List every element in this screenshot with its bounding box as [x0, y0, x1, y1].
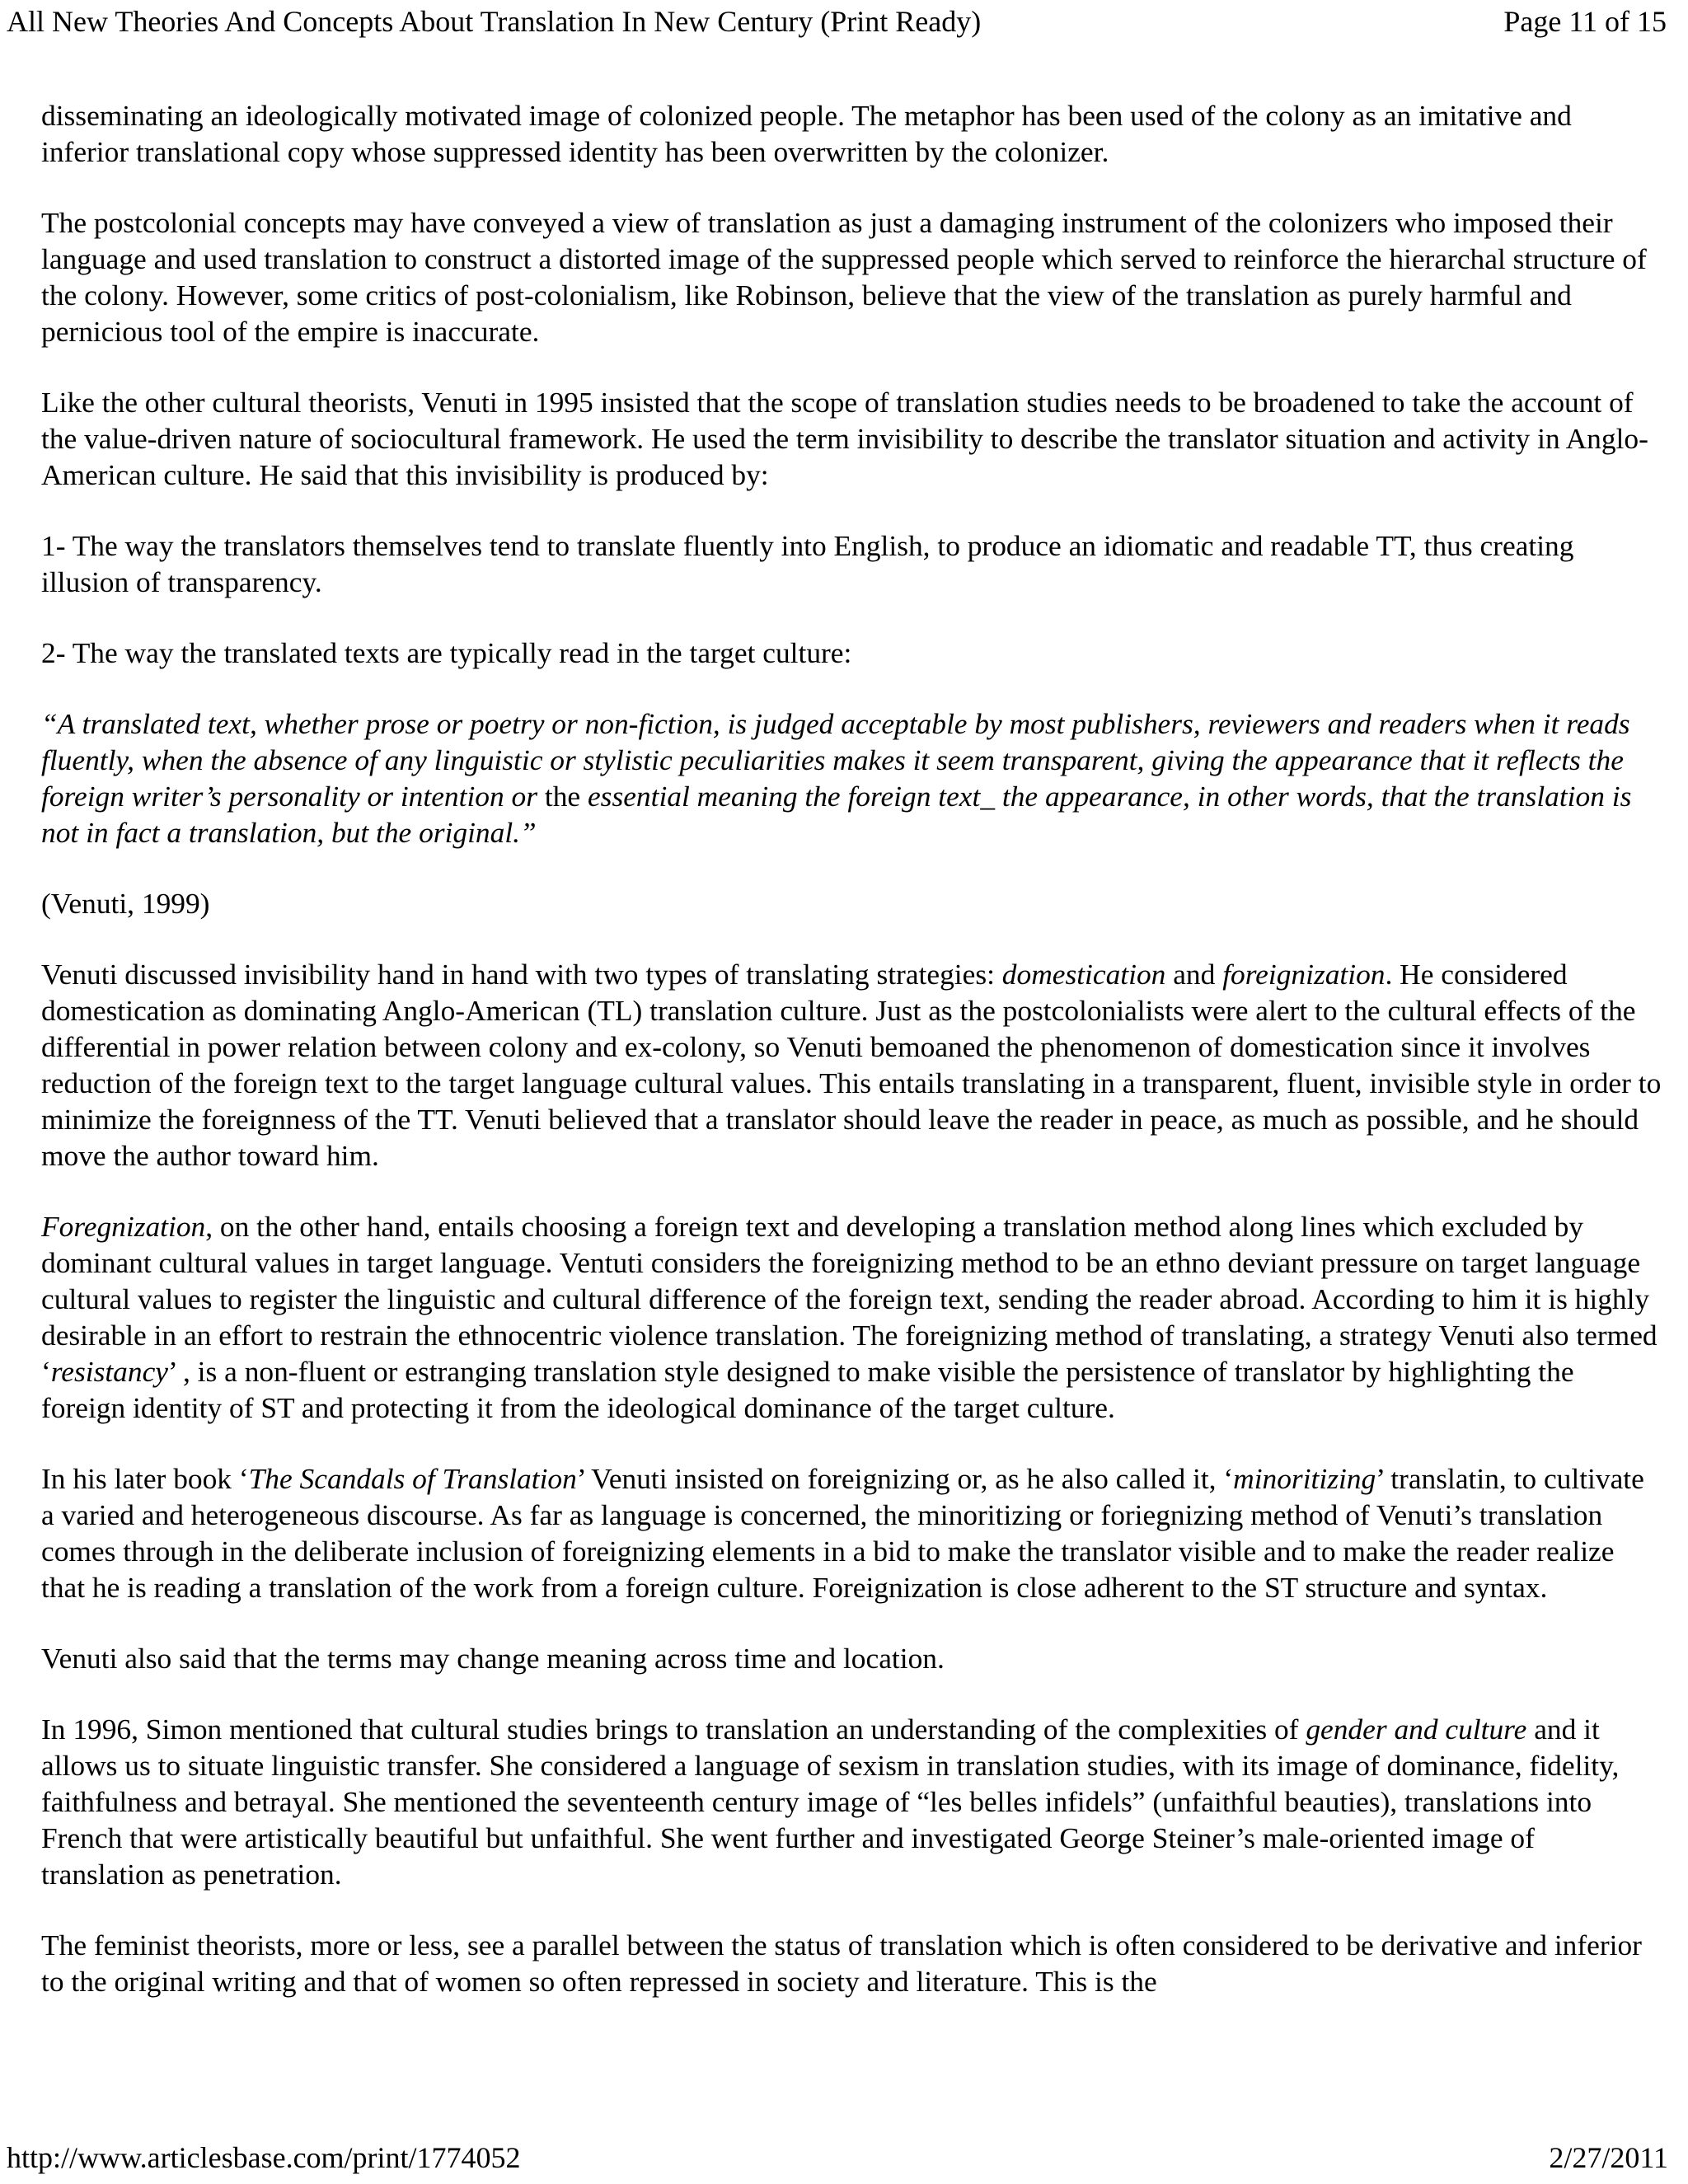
- term-resistancy: resistancy: [50, 1355, 168, 1388]
- term-gender-culture: gender and culture: [1306, 1713, 1527, 1746]
- term-foregnization: Foregnization: [41, 1210, 206, 1243]
- text-run: ’ Venuti insisted on foreignizing or, as he also called it, ‘: [576, 1462, 1234, 1495]
- footer-date: 2/27/2011: [1549, 2141, 1668, 2174]
- paragraph-colonized-image: disseminating an ideologically motivated image of colonized people. The metaphor has been used of the colony as an imitative and inferior translational copy whose suppressed identity has been overwritten by the colonizer.: [41, 99, 1572, 168]
- paragraph-point-2: 2- The way the translated texts are typically read in the target culture:: [41, 636, 852, 669]
- paragraph-terms-meaning: Venuti also said that the terms may change meaning across time and location.: [41, 1642, 945, 1675]
- quote-part-a: “A translated text, whether prose or poetry or non-fiction, is judged acceptable by most publishers, reviewers and readers when it reads fluently, when the absence of any linguistic or stylistic peculiarities makes it seem transparent, giving the appearance that it reflects the foreign writer’s personality or intention or: [41, 707, 1630, 813]
- quote-the: the: [544, 780, 581, 813]
- term-minoritizing: minoritizing: [1233, 1462, 1376, 1495]
- text-run: Venuti discussed invisibility hand in hand with two types of translating strategies:: [41, 958, 995, 991]
- article-body: [41, 97, 1662, 2034]
- text-run: and it allows us to situate linguistic transfer. She considered a language of sexism in translation studies, with its image of dominance, fidelity, faithfulness and betrayal. She mentioned the seventeenth century image of “les belles infidels” (unfaithful beauties), translations into French that were artistically beautiful but unfaithful. She went further and investigated George Steiner’s male-oriented image of translation as penetration.: [41, 1713, 1620, 1891]
- text-run: . He considered domestication as dominating Anglo-American (TL) translation culture. Just as the postcolonialists were alert to the cultural effects of the differential in power relation between colony and ex-colony, so Venuti bemoaned the phenomenon of domestication since it involves reduction of the foreign text to the target language cultural values. This entails translating in a transparent, fluent, invisible style in order to minimize the foreignness of the TT. Venuti believed that a translator should leave the reader in peace, as much as possible, and he should move the author toward him.: [41, 958, 1662, 1172]
- text-run: ’ , is a non-fluent or estranging translation style designed to make visible the persistence of translator by highlighting the foreign identity of ST and protecting it from the ideological dominance of the target culture.: [41, 1355, 1574, 1424]
- paragraph-point-1: 1- The way the translators themselves tend to translate fluently into English, to produce an idiomatic and readable TT, thus creating illusion of transparency.: [41, 529, 1574, 598]
- citation: (Venuti, 1999): [41, 887, 210, 920]
- paragraph-postcolonial: The postcolonial concepts may have conveyed a view of translation as just a damaging instrument of the colonizers who imposed their language and used translation to construct a distorted image of the suppressed people which served to reinforce the hierarchal structure of the colony. However, some critics of post-colonialism, like Robinson, believe that the view of the translation as purely harmful and pernicious tool of the empire is inaccurate.: [41, 206, 1647, 348]
- page-indicator: Page 11 of 15: [1503, 5, 1667, 38]
- paragraph-scandals: [41, 1460, 1662, 1605]
- text-run: In his later book ‘: [41, 1462, 249, 1495]
- term-domestication: domestication: [1001, 958, 1166, 991]
- paragraph-simon: [41, 1711, 1662, 1892]
- text-run: ’ translatin, to cultivate a varied and heterogeneous discourse. As far as language is concerned, the minoritizing or foriegnizing method of Venuti’s translation comes through in the deliberate inclusion of foreignizing elements in a bid to make the translator visible and to make the reader realize that he is reading a translation of the work from a foreign culture. Foreignization is close adherent to the ST structure and syntax.: [41, 1462, 1644, 1604]
- document-title: All New Theories And Concepts About Translation In New Century (Print Ready): [7, 5, 982, 38]
- footer-url: http://www.articlesbase.com/print/1774052: [7, 2141, 521, 2174]
- text-run: In 1996, Simon mentioned that cultural studies brings to translation an understanding of the complexities of: [41, 1713, 1299, 1746]
- text-run: , on the other hand, entails choosing a foreign text and developing a translation method along lines which excluded by dominant cultural values in target language. Ventuti considers the foreignizing method to be an ethno deviant pressure on target language cultural values to register the linguistic and cultural difference of the foreign text, sending the reader abroad. According to him it is highly desirable in an effort to restrain the ethnocentric violence translation. The foreignizing method of translating, a strategy Venuti also termed ‘: [41, 1210, 1658, 1388]
- paragraph-domestication: [41, 956, 1662, 1174]
- paragraph-foregnization: [41, 1208, 1662, 1426]
- term-foreignization: foreignization: [1222, 958, 1386, 991]
- paragraph-feminist: The feminist theorists, more or less, see a parallel between the status of translation which is often considered to be derivative and inferior to the original writing and that of women so often repressed in society and literature. This is the: [41, 1929, 1642, 1998]
- page-header: [0, 0, 1688, 49]
- paragraph-venuti-invisibility: Like the other cultural theorists, Venuti in 1995 insisted that the scope of translation studies needs to be broadened to take the account of the value-driven nature of sociocultural framework. He used the term invisibility to describe the translator situation and activity in Anglo-American culture. He said that this invisibility is produced by:: [41, 386, 1648, 491]
- book-title: The Scandals of Translation: [248, 1462, 577, 1495]
- quote-part-b: essential meaning the foreign text_ the appearance, in other words, that the translation is not in fact a translation, but the original.”: [41, 780, 1632, 849]
- text-run: and: [1173, 958, 1216, 991]
- block-quote: [41, 705, 1662, 851]
